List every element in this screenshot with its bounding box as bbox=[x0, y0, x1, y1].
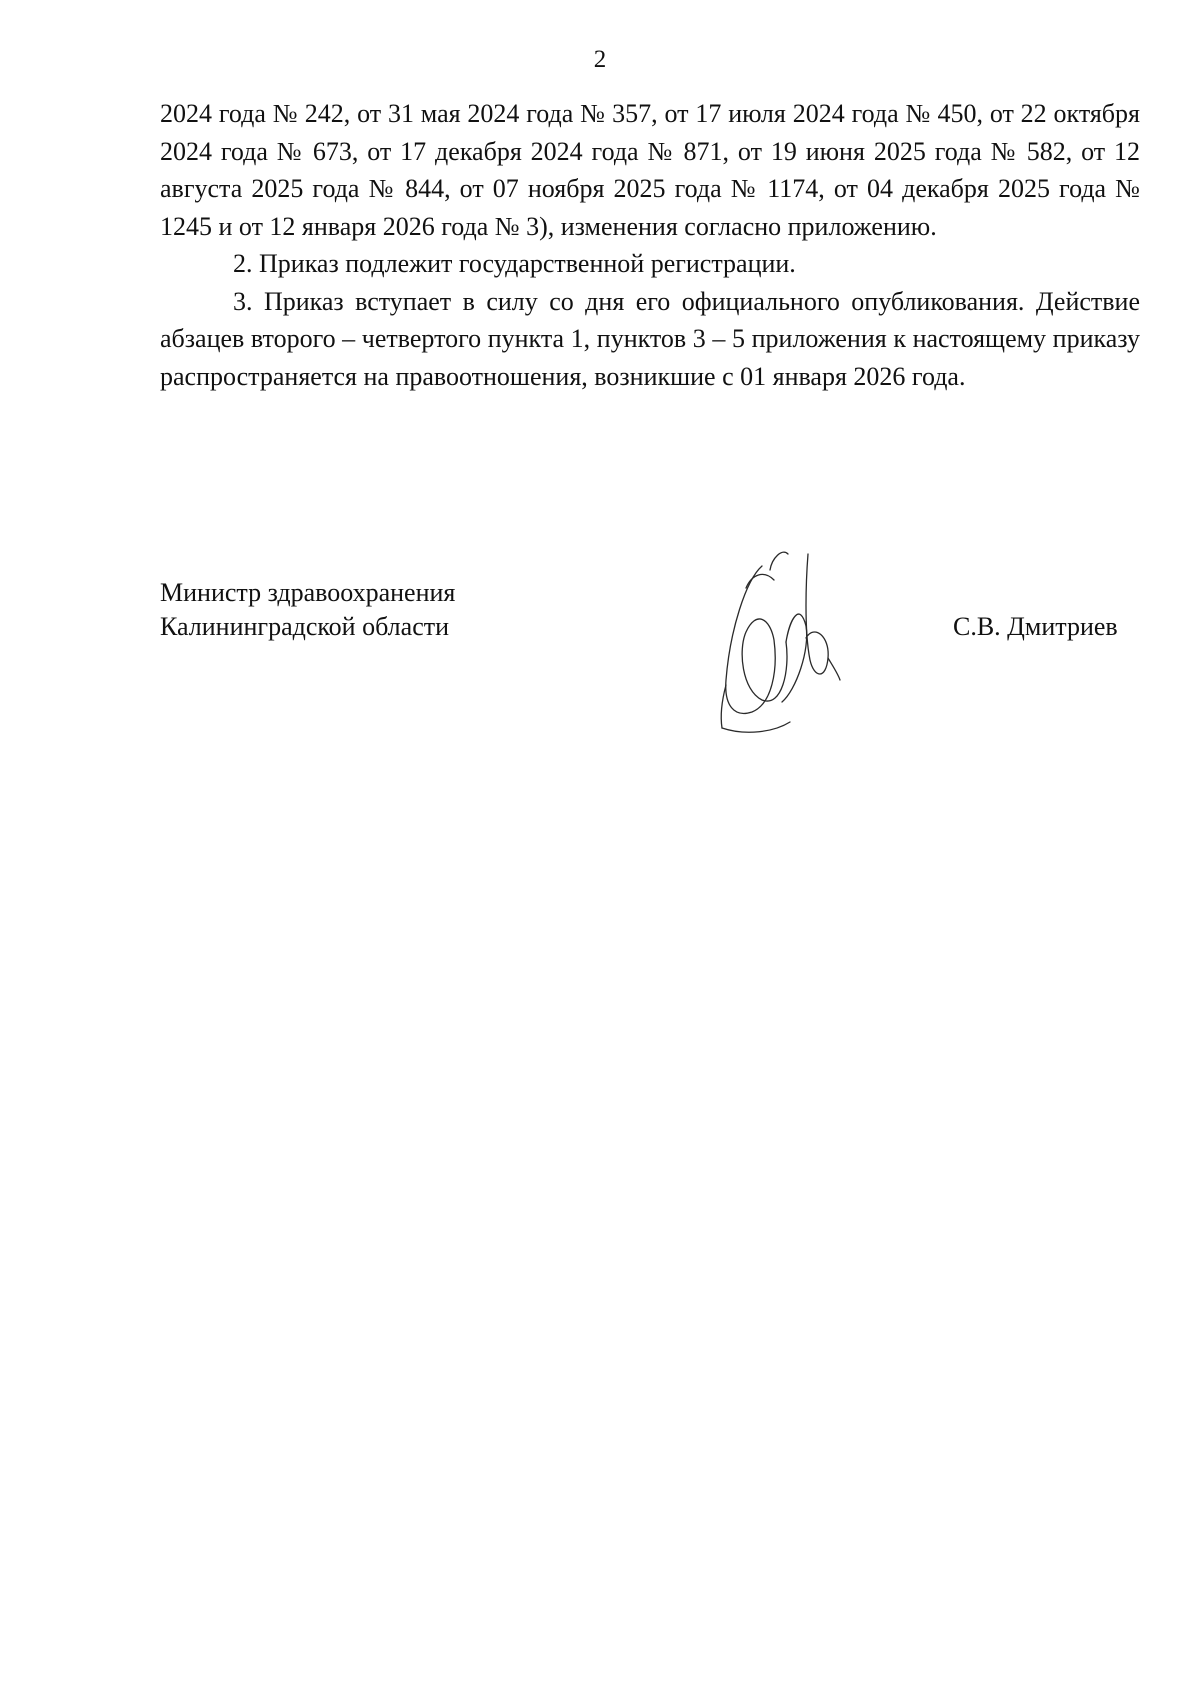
paragraph-registration: 2. Приказ подлежит государственной регистрации. bbox=[233, 249, 796, 278]
paragraph-effective-date: 3. Приказ вступает в силу со дня его официального опубликования. Действие абзацев второго – четвертого пункта 1, пунктов 3 – 5 приложения к настоящему приказу распространяется на правоотношения, возникшие с 01 января 2026 года. bbox=[160, 286, 1140, 391]
signer-position-line-2: Калининградской области bbox=[160, 612, 450, 641]
paragraph-amendments-list: 2024 года № 242, от 31 мая 2024 года № 357, от 17 июля 2024 года № 450, от 22 октября 2024 года № 673, от 17 декабря 2024 года № 871, от 19 июня 2025 года № 582, от 12 августа 2025 года № 844, от 07 ноября 2025 года № 1174, от 04 декабря 2025 года № 1245 и от 12 января 2026 года № 3), изменения согласно приложению. bbox=[160, 99, 1140, 241]
page-number: 2 bbox=[593, 46, 607, 73]
document-body bbox=[160, 95, 1140, 395]
handwritten-signature bbox=[716, 540, 866, 740]
signer-position bbox=[160, 576, 455, 644]
signer-name: С.В. Дмитриев bbox=[953, 612, 1118, 641]
signer-position-line-1: Министр здравоохранения bbox=[160, 578, 456, 607]
